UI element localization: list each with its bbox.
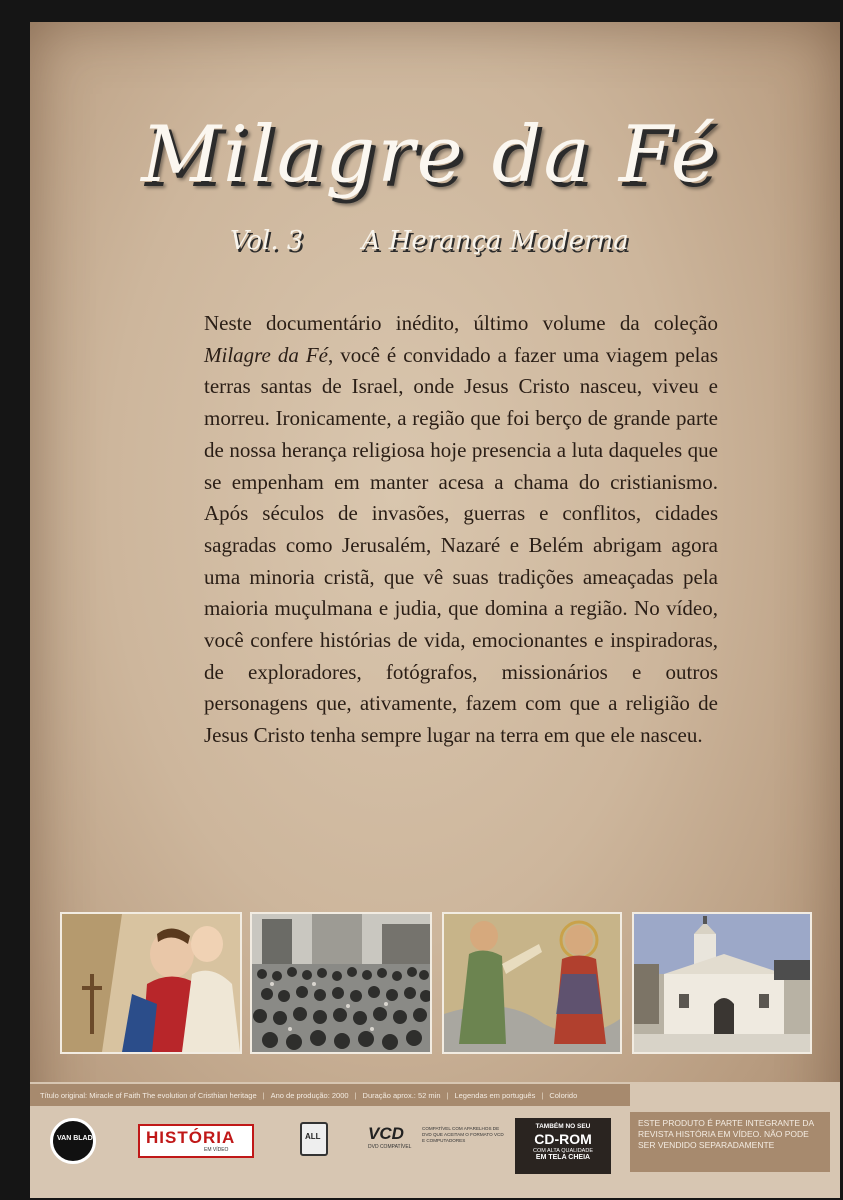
synopsis-text: [204, 308, 718, 752]
historia-text: HISTÓRIA: [146, 1128, 236, 1147]
rating-text: ALL: [305, 1132, 321, 1141]
sale-notice: ESTE PRODUTO É PARTE INTEGRANTE DA REVISTA HISTÓRIA EM VÍDEO. NÃO PODE SER VENDIDO SEPARADAMENTE: [630, 1112, 830, 1172]
cover-title: Milagre da Fé: [141, 110, 719, 200]
compat-text: COMPATÍVEL COM APARELHOS DE DVD QUE ACEITAM O FORMATO VCD E COMPUTADORES: [422, 1126, 504, 1143]
vanblad-logo: [50, 1118, 96, 1164]
cover-subtitle: [230, 226, 690, 256]
cdrom-line1: TAMBÉM NO SEU: [535, 1123, 591, 1130]
vcd-logo: VCD: [368, 1124, 404, 1143]
synopsis-italic: Milagre da Fé: [204, 342, 329, 367]
photo-madonna: [60, 912, 242, 1054]
photo-fresco: [442, 912, 622, 1054]
cdrom-line3: COM ALTA QUALIDADE: [532, 1148, 593, 1154]
logos-row: [50, 1114, 820, 1194]
historia-logo: [138, 1124, 254, 1158]
original-title: Título original: Miracle of Faith The evolution of Cristhian heritage: [40, 1090, 257, 1100]
subtitle-label: A Herança Moderna: [361, 226, 629, 256]
production-year: Ano de produção: 2000: [270, 1090, 349, 1100]
synopsis-part-1: Neste documentário inédito, último volume da coleção: [204, 311, 718, 335]
info-strip: Título original: Miracle of Faith The evolution of Cristhian heritage | Ano de produção: 2000 | Duração aprox.: 52 min | Legendas em português | Colorido: [30, 1084, 630, 1106]
volume-label: Vol. 3: [230, 226, 304, 256]
cdrom-line2: CD-ROM: [534, 1131, 592, 1147]
historia-sub: EM VÍDEO: [204, 1147, 229, 1153]
rating-icon: [300, 1122, 328, 1156]
photo-church: [632, 912, 812, 1054]
vcd-sub: DVD COMPATÍVEL: [368, 1144, 412, 1150]
photo-strip: [60, 912, 812, 1052]
duration: Duração aprox.: 52 min: [362, 1090, 441, 1100]
subtitles-info: Legendas em português: [454, 1090, 536, 1100]
cdrom-badge: [515, 1118, 611, 1174]
color-info: Colorido: [549, 1090, 578, 1100]
cdrom-line4: EM TELA CHEIA: [535, 1154, 591, 1161]
vanblad-text: VAN BLAD: [57, 1135, 93, 1142]
photo-crowd: [250, 912, 432, 1054]
synopsis-part-2: , você é convidado a fazer uma viagem pelas terras santas de Israel, onde Jesus Cristo nasceu, viveu e morreu. Ironicamente, a região que foi berço de grande parte de nossa herança religiosa hoje presencia a luta daqueles que se empenham em manter acesa a chama do cristianismo. Após séculos de invasões, guerras e conflitos, cidades sagradas como Jerusalém, Nazaré e Belém abrigam agora uma minoria cristã, que vê suas tradições ameaçadas pela maioria muçulmana e judia, que domina a região. No vídeo, você confere histórias de vida, emocionantes e inspiradoras, de exploradores, fotógrafos, missionários e outros personagens que, ativamente, fazem com que a religião de Jesus Cristo tenha sempre lugar na terra em que ele nasceu.: [204, 342, 719, 748]
